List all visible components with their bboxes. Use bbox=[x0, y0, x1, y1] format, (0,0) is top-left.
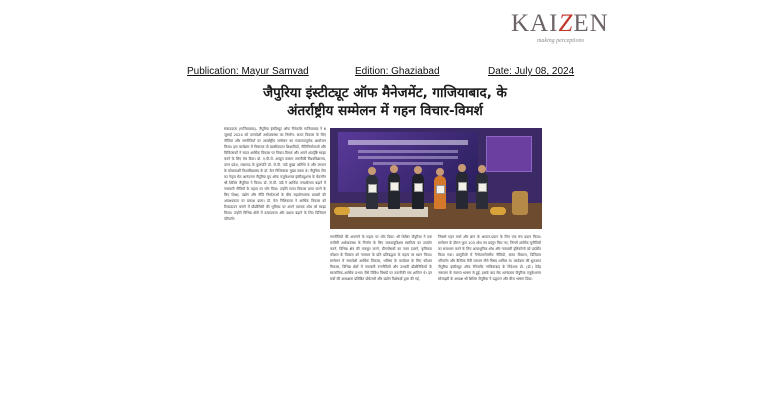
kaizen-logo bbox=[511, 11, 621, 51]
headline-line-2: अंतर्राष्ट्रीय सम्मेलन में गहन विचार-विमर्श bbox=[287, 103, 483, 119]
logo-tagline: making perceptions bbox=[537, 38, 584, 44]
article-headline bbox=[200, 84, 570, 120]
article-column-3: जिससे गहन चर्चा और ज्ञान के आदान-प्रदान के लिए एक मंच प्रदान किया। सम्मेलन के दौरान कुल 103 शोध पत्र प्रस्तुत किए गए, जिनमें आर्थिक चुनौतियों का समाधान करने के लिए अत्याधुनिक शोध और नवाचारी दृष्टिकोणों को प्रदर्शित किया गया। प्रस्तुतियों में नैनोउत्तरोत्तरीय नीतियों, सतत विकास, डिजिटल परिवर्तन और वैश्विक मैत्री व्यापार जैसे विषय शामिल थे। कार्यक्रम की शुरुआत जैपुरिया इंस्टीट्यूट ऑफ मैनेजमेंट गाजियाबाद के निदेशक प्रो. (डॉ.) देवेंद्र नारायण के स्वागत भाषण से हुई, इसके बाद सेठ आनंदराम जैपुरिया एजुकेशनल सोसाइटी के अध्यक्ष श्री शिशिर जैपुरिया ने उद्घाटन और बीज भाषण दिया। bbox=[438, 235, 541, 281]
article-column-2: रणनीतियों की अपनाने के महत्व पर जोर दिया। श्री शिशिर जैपुरिया ने एक लचीली अर्थव्यवस्था के निर्माण के लिए जलवायुविक्षम स्वामित्व का उपयोग करने, विभिन्न क्षेत्र की मजबूत करने, ग्रीनपोषकों का जाल डालने, कृत्रिमता कौशल के विकास को नवाचार के प्रति प्रतिबद्धता के महत्व पर ध्यान किया। सम्मेलन में समावेशी आर्थिक विकास, भविष्य के कार्यबल के लिए कौशल विकास, विभिन्न क्षेत्रों में नवाचारी रणनीतियों और उभरती प्रौद्योगिकियों के सामाजिक-आर्थिक प्रभाव जैसे विविध विषयों पर तकनीकी सत्र शामिल थे। इन सत्रों की अध्यक्षता प्रतिष्ठित प्रोफेसरों और उद्योग विशेषज्ञों द्वारा की गई, bbox=[330, 235, 432, 281]
date-label: Date: July 08, 2024 bbox=[488, 66, 575, 77]
headline-line-1: जैपुरिया इंस्टीट्यूट ऑफ मैनेजमेंट, गाजियाबाद, के bbox=[263, 85, 507, 101]
article-column-1: संवाददाता (गाजियाबाद)- जैपुरिया इंस्टीट्यूट ऑफ मैनेजमेंट गाजियाबाद ने 6 जुलाई 2024 को उत्तरदेशी अर्थव्यवस्था का निर्माण: सतत विकास के लिए नीतियां और रणनीतियाँ पर अंतर्राष्ट्रीय सम्मेलन का सफलतापूर्वक आयोजन किया। इस कार्यक्रम में विचारक वो खासीदादान शिक्षाविदों, नीतिनिर्माताओं और चिकित्सकों ने सतत आर्थिक विकास पर विचार-विमर्श और अपने अंतर्दृष्टि साझा करने के लिए मंच दिया। प्रो. ए.पी.जे. अब्दुल कलाम तकनीकी विश्वविद्यालय, उत्तर प्रदेश, लखनऊ के कुलपति डॉ. जे.पी. पांडे मुख्य अतिथि थे और जापान के कोबायाशी विश्वविद्यालय के डॉ. केन निशिकावा मुख्य वक्ता थे। जैपुरिया टीम का नेतृत्व सेठ आनंदराम जैपुरिया ग्रुप ऑफ एजुकेशनल इंस्टीट्यूशन्स के चेयरमैन श्री शिशिर जैपुरिया ने किया। डॉ. जे.पी. पांडे ने आर्थिक तन्यशीलता बढ़ाने में नवाचारी नीतियों के महत्व पर जोर दिया। उन्होंने सतत विकास प्राप्त करने के लिए शिक्षा, उद्योग और नीति निर्माताओं के बीच सहयोगात्मक प्रयासों की आवश्यकता पर प्रकाश डाला। डॉ. केन निशिकावा ने आर्थिक विकास को टिकाऊपन बनाने में प्रौद्योगिकी की भूमिका पर अपने व्यापक शोध को साझा किया। उन्होंने विभिन्न क्षेत्रों में उत्पादकता और दक्षता बढ़ाने के लिए डिजिटल परिवर्तन bbox=[224, 127, 326, 221]
flower-arrangement bbox=[490, 207, 506, 215]
article-body bbox=[224, 126, 541, 363]
stage-chair bbox=[512, 191, 528, 215]
edition-label: Edition: Ghaziabad bbox=[355, 66, 440, 77]
person bbox=[388, 173, 400, 209]
logo-wordmark: KAIZEN bbox=[511, 10, 609, 37]
side-screen bbox=[486, 136, 532, 172]
flower-arrangement bbox=[334, 207, 350, 215]
publication-label: Publication: Mayur Samvad bbox=[187, 66, 309, 77]
conference-stage-photo bbox=[330, 128, 542, 229]
